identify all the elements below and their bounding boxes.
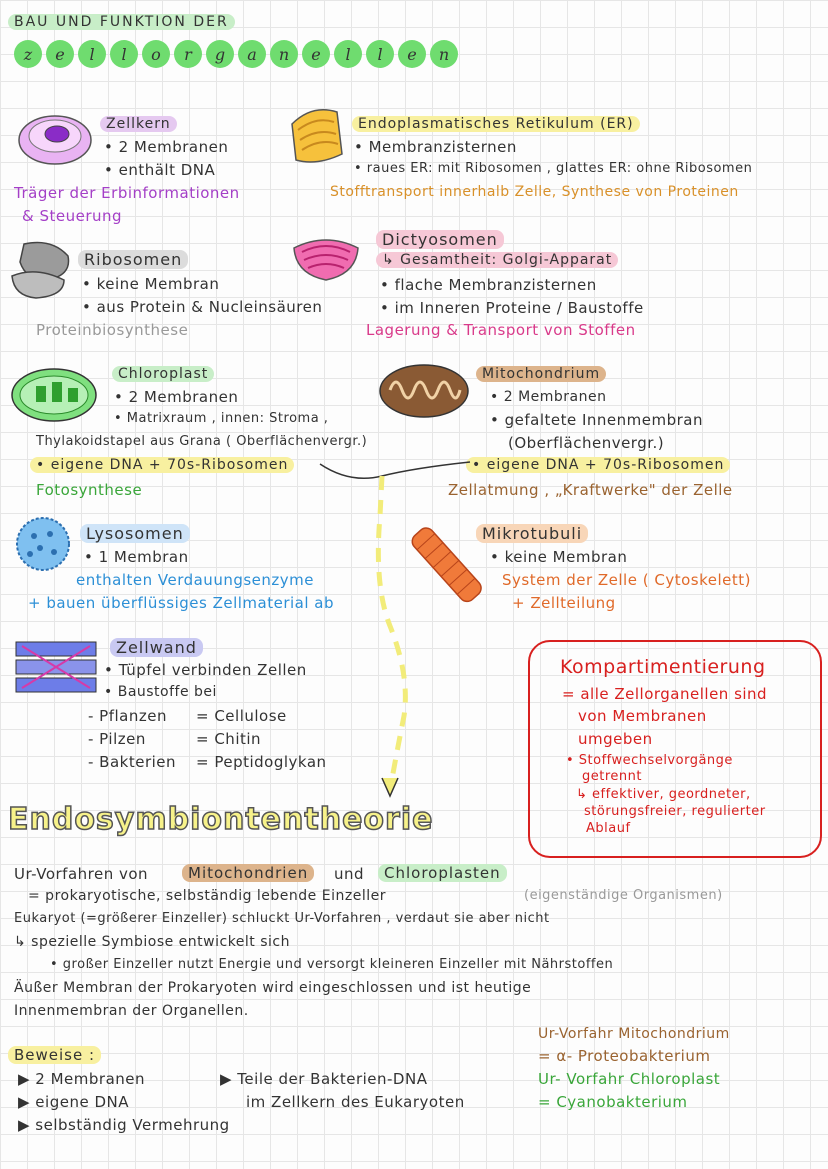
mikrotubuli-bullet-1: • keine Membran <box>490 548 628 566</box>
endosymbiont-line-6: Äußer Membran der Prokaryoten wird eingeschlossen und ist heutige <box>14 980 532 996</box>
dictyosomen-bullet-1: • flache Membranzisternen <box>380 276 597 294</box>
chloroplast-bullet-2: • Matrixraum , innen: Stroma , <box>114 411 329 426</box>
mitochondrium-bullet-2: • gefaltete Innenmembran <box>490 411 704 429</box>
title-letter: l <box>334 40 362 68</box>
title-letter: z <box>14 40 42 68</box>
header-subtitle: BAU UND FUNKTION DER <box>8 14 235 30</box>
dictyosomen-bullet-2: • im Inneren Proteine / Baustoffe <box>380 299 644 317</box>
zellwand-row-3-value: = Peptidoglykan <box>196 753 327 771</box>
lysosomen-function-2: + bauen überflüssiges Zellmaterial ab <box>28 594 334 612</box>
dictyosomen-subtitle: ↳ Gesamtheit: Golgi-Apparat <box>376 252 618 268</box>
title-letter: l <box>366 40 394 68</box>
beweis-5: im Zellkern des Eukaryoten <box>246 1093 465 1111</box>
mikrotubuli-function-2: + Zellteilung <box>512 594 616 612</box>
zellwand-icon <box>12 636 102 698</box>
title-letter: n <box>430 40 458 68</box>
mitochondrium-function-1: Zellatmung , „Kraftwerke" der Zelle <box>448 481 733 499</box>
endosymbiont-line-1d: Chloroplasten <box>378 864 507 882</box>
chloroplast-function-1: Fotosynthese <box>36 481 143 499</box>
er-icon <box>282 104 352 170</box>
title-letter: e <box>398 40 426 68</box>
er-bullet-2: • raues ER: mit Ribosomen , glattes ER: ohne Ribosomen <box>354 161 753 176</box>
title-letter: l <box>110 40 138 68</box>
zellwand-row-1-label: - Pflanzen <box>88 707 167 725</box>
title-letter: l <box>78 40 106 68</box>
mikrotubuli-function-1: System der Zelle ( Cytoskelett) <box>502 571 751 589</box>
kompartimentierung-line-8: Ablauf <box>586 821 631 836</box>
lysosomen-function-1: enthalten Verdauungsenzyme <box>76 571 314 589</box>
lysosom-icon <box>10 514 76 574</box>
beweis-3: ▶ selbständig Vermehrung <box>18 1116 230 1134</box>
vorfahr-line-3: Ur- Vorfahr Chloroplast <box>538 1070 721 1088</box>
zellkern-title: Zellkern <box>100 116 177 132</box>
chloroplast-bullet-4: • eigene DNA + 70s-Ribosomen <box>30 457 294 473</box>
zellkern-function-2: & Steuerung <box>22 207 123 225</box>
dictyosom-icon <box>286 226 366 286</box>
kompartimentierung-line-7: störungsfreier, regulierter <box>584 804 766 819</box>
beweis-1: ▶ 2 Membranen <box>18 1070 146 1088</box>
zellwand-row-1-value: = Cellulose <box>196 707 287 725</box>
mitochondrium-bullet-4: • eigene DNA + 70s-Ribosomen <box>466 457 730 473</box>
chloroplast-bullet-3: Thylakoidstapel aus Grana ( Oberflächenvergr.) <box>36 434 368 449</box>
ribosomen-bullet-1: • keine Membran <box>82 275 220 293</box>
mitochondrium-title: Mitochondrium <box>476 366 606 382</box>
er-bullet-1: • Membranzisternen <box>354 138 517 156</box>
page-title <box>14 40 458 68</box>
title-letter: o <box>142 40 170 68</box>
chloroplast-title: Chloroplast <box>112 366 214 382</box>
zellwand-title: Zellwand <box>110 638 203 657</box>
dictyosomen-title: Dictyosomen <box>376 230 504 249</box>
endosymbiont-line-4: ↳ spezielle Symbiose entwickelt sich <box>14 934 290 950</box>
ribosomen-function-1: Proteinbiosynthese <box>36 321 189 339</box>
lysosomen-title: Lysosomen <box>80 524 190 543</box>
lysosomen-bullet-1: • 1 Membran <box>84 548 189 566</box>
endosymbiont-line-1a: Ur-Vorfahren von <box>14 865 149 883</box>
chloroplast-bullet-1: • 2 Membranen <box>114 388 239 406</box>
kompartimentierung-line-5: getrennt <box>582 769 642 784</box>
endosymbiont-title: Endosymbiontentheorie <box>8 802 434 837</box>
zellwand-row-2-value: = Chitin <box>196 730 262 748</box>
kompartimentierung-line-6: ↳ effektiver, geordneter, <box>576 787 751 802</box>
endosymbiont-line-2a: = prokaryotische, selbständig lebende Einzeller <box>28 888 386 904</box>
er-title: Endoplasmatisches Retikulum (ER) <box>352 116 640 132</box>
vorfahr-line-2: = α- Proteobakterium <box>538 1047 711 1065</box>
endosymbiont-line-2b: (eigenständige Organismen) <box>524 888 723 903</box>
zellkern-bullet-1: • 2 Membranen <box>104 138 229 156</box>
endosymbiont-line-1b: Mitochondrien <box>182 864 314 882</box>
beweis-2: ▶ eigene DNA <box>18 1093 129 1111</box>
beweise-title: Beweise : <box>8 1046 101 1064</box>
dictyosomen-function-1: Lagerung & Transport von Stoffen <box>366 321 636 339</box>
kompartimentierung-line-2: von Membranen <box>578 707 707 725</box>
endosymbiont-line-5: • großer Einzeller nutzt Energie und versorgt kleineren Einzeller mit Nährstoffen <box>50 957 614 972</box>
endosymbiont-line-7: Innenmembran der Organellen. <box>14 1003 249 1019</box>
title-letter: e <box>46 40 74 68</box>
ribosomen-bullet-2: • aus Protein & Nucleinsäuren <box>82 298 323 316</box>
kompartimentierung-title: Kompartimentierung <box>560 656 766 678</box>
zellwand-row-3-label: - Bakterien <box>88 753 177 771</box>
title-letter: n <box>270 40 298 68</box>
er-function-1: Stofftransport innerhalb Zelle, Synthese von Proteinen <box>330 184 739 200</box>
endosymbiont-line-1c: und <box>334 865 365 883</box>
zellkern-function-1: Träger der Erbinformationen <box>14 184 240 202</box>
ribosomen-title: Ribosomen <box>78 250 188 269</box>
endosymbiont-line-3: Eukaryot (=größerer Einzeller) schluckt Ur-Vorfahren , verdaut sie aber nicht <box>14 911 550 926</box>
vorfahr-line-4: = Cyanobakterium <box>538 1093 688 1111</box>
zellwand-row-2-label: - Pilzen <box>88 730 146 748</box>
mikrotubuli-title: Mikrotubuli <box>476 524 588 543</box>
kompartimentierung-line-4: • Stoffwechselvorgänge <box>566 753 733 768</box>
zellwand-bullet-2: • Baustoffe bei <box>104 684 217 700</box>
zellkern-icon <box>10 108 100 168</box>
chloroplast-icon <box>6 364 102 426</box>
title-letter: e <box>302 40 330 68</box>
kompartimentierung-line-1: = alle Zellorganellen sind <box>562 685 768 703</box>
mitochondrium-bullet-3: (Oberflächenvergr.) <box>508 434 665 452</box>
beweis-4: ▶ Teile der Bakterien-DNA <box>220 1070 428 1088</box>
ribosom-icon <box>6 236 76 302</box>
kompartimentierung-line-3: umgeben <box>578 730 653 748</box>
mitochondrium-bullet-1: • 2 Membranen <box>490 389 607 405</box>
zellwand-bullet-1: • Tüpfel verbinden Zellen <box>104 661 307 679</box>
title-letter: a <box>238 40 266 68</box>
connector-arrow <box>300 456 480 802</box>
title-letter: r <box>174 40 202 68</box>
vorfahr-line-1: Ur-Vorfahr Mitochondrium <box>538 1026 730 1042</box>
title-letter: g <box>206 40 234 68</box>
zellkern-bullet-2: • enthält DNA <box>104 161 216 179</box>
mitochondrium-icon <box>376 360 472 422</box>
